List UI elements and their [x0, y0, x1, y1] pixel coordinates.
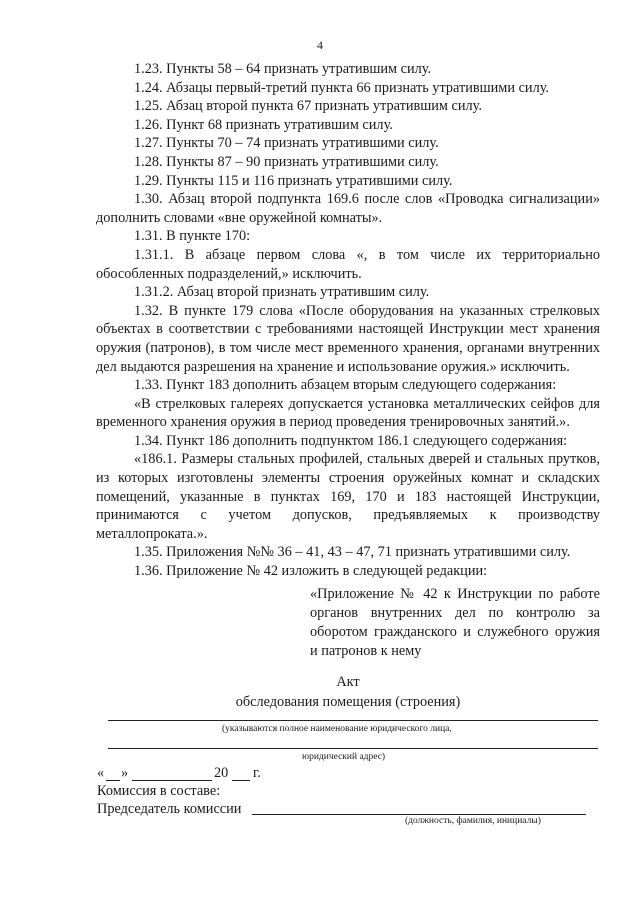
item-1-26: 1.26. Пункт 68 признать утратившим силу.	[134, 116, 393, 133]
quote-1-34: «186.1. Размеры стальных профилей, стальных дверей и стальных прутков, из которых изготовлены элементы строения оружейных комнат и складских помещений, указанные в пунктах 169, 170 и 183 настоящей Инструкции, принимаются с учетом допусков, предъявляемых к производству металлопроката.».	[96, 451, 600, 542]
date-open-quote: «	[97, 765, 105, 781]
item-1-32: 1.32. В пункте 179 слова «После оборудования на указанных стрелковых объектах в соответствии с требованиями настоящей Инструкции мест хранения оружия (патронов), в том числе мест временного хранения, органами внутренних дел выдаются разрешения на хранение и использование оружия.» исключить.	[96, 302, 600, 375]
item-1-31-2: 1.31.2. Абзац второй признать утратившим силу.	[134, 284, 430, 301]
chairman-label: Председатель комиссии	[97, 801, 242, 817]
date-day-line	[106, 780, 120, 781]
quote-1-33: «В стрелковых галереях допускается установка металлических сейфов для временного хранения оружия в период проведения тренировочных занятий.».	[96, 395, 600, 431]
appendix-title: «Приложение № 42 к Инструкции по работе органов внутренних дел по контролю за оборотом гражданского и служебного оружия и патронов к нему	[310, 585, 600, 659]
item-1-31-1: 1.31.1. В абзаце первом слова «, в том числе их территориально обособленных подразделений,» исключить.	[96, 246, 600, 282]
item-1-30: 1.30. Абзац второй подпункта 169.6 после слов «Проводка сигнализации» дополнить словами «вне оружейной комнаты».	[96, 191, 600, 226]
item-1-34: 1.34. Пункт 186 дополнить подпунктом 186.1 следующего содержания:	[134, 432, 568, 449]
item-1-24: 1.24. Абзацы первый-третий пункта 66 признать утратившими силу.	[134, 79, 550, 96]
hint-position: (должность, фамилия, инициалы)	[405, 816, 541, 826]
commission-label: Комиссия в составе:	[97, 783, 221, 799]
item-1-27: 1.27. Пункты 70 – 74 признать утратившими силу.	[134, 135, 439, 152]
item-1-31: 1.31. В пункте 170:	[134, 228, 251, 245]
item-1-36: 1.36. Приложение № 42 изложить в следующей редакции:	[134, 563, 488, 580]
item-1-28: 1.28. Пункты 87 – 90 признать утратившими силу.	[134, 153, 439, 170]
chairman-line	[252, 814, 586, 815]
date-close-quote: »	[121, 765, 129, 781]
act-heading	[96, 672, 600, 712]
org-name-line	[108, 720, 598, 721]
date-month-line	[132, 780, 212, 781]
item-1-33: 1.33. Пункт 183 дополнить абзацем вторым следующего содержания:	[134, 377, 557, 394]
act-title: Акт	[336, 674, 360, 690]
item-1-29: 1.29. Пункты 115 и 116 признать утратившими силу.	[134, 172, 453, 189]
act-subtitle: обследования помещения (строения)	[235, 694, 461, 710]
document-body	[96, 60, 600, 661]
page-number: 4	[317, 38, 323, 52]
hint-org-address: юридический адрес)	[302, 752, 386, 762]
date-year-prefix: 20	[214, 765, 229, 781]
hint-org-name: (указываются полное наименование юридического лица,	[222, 724, 452, 734]
org-address-line	[108, 748, 598, 749]
date-year-line	[232, 780, 250, 781]
item-1-23: 1.23. Пункты 58 – 64 признать утратившим силу.	[134, 61, 432, 77]
date-year-suffix: г.	[253, 765, 261, 781]
item-1-25: 1.25. Абзац второй пункта 67 признать утратившим силу.	[134, 98, 482, 115]
item-1-35: 1.35. Приложения №№ 36 – 41, 43 – 47, 71 признать утратившими силу.	[134, 544, 571, 561]
